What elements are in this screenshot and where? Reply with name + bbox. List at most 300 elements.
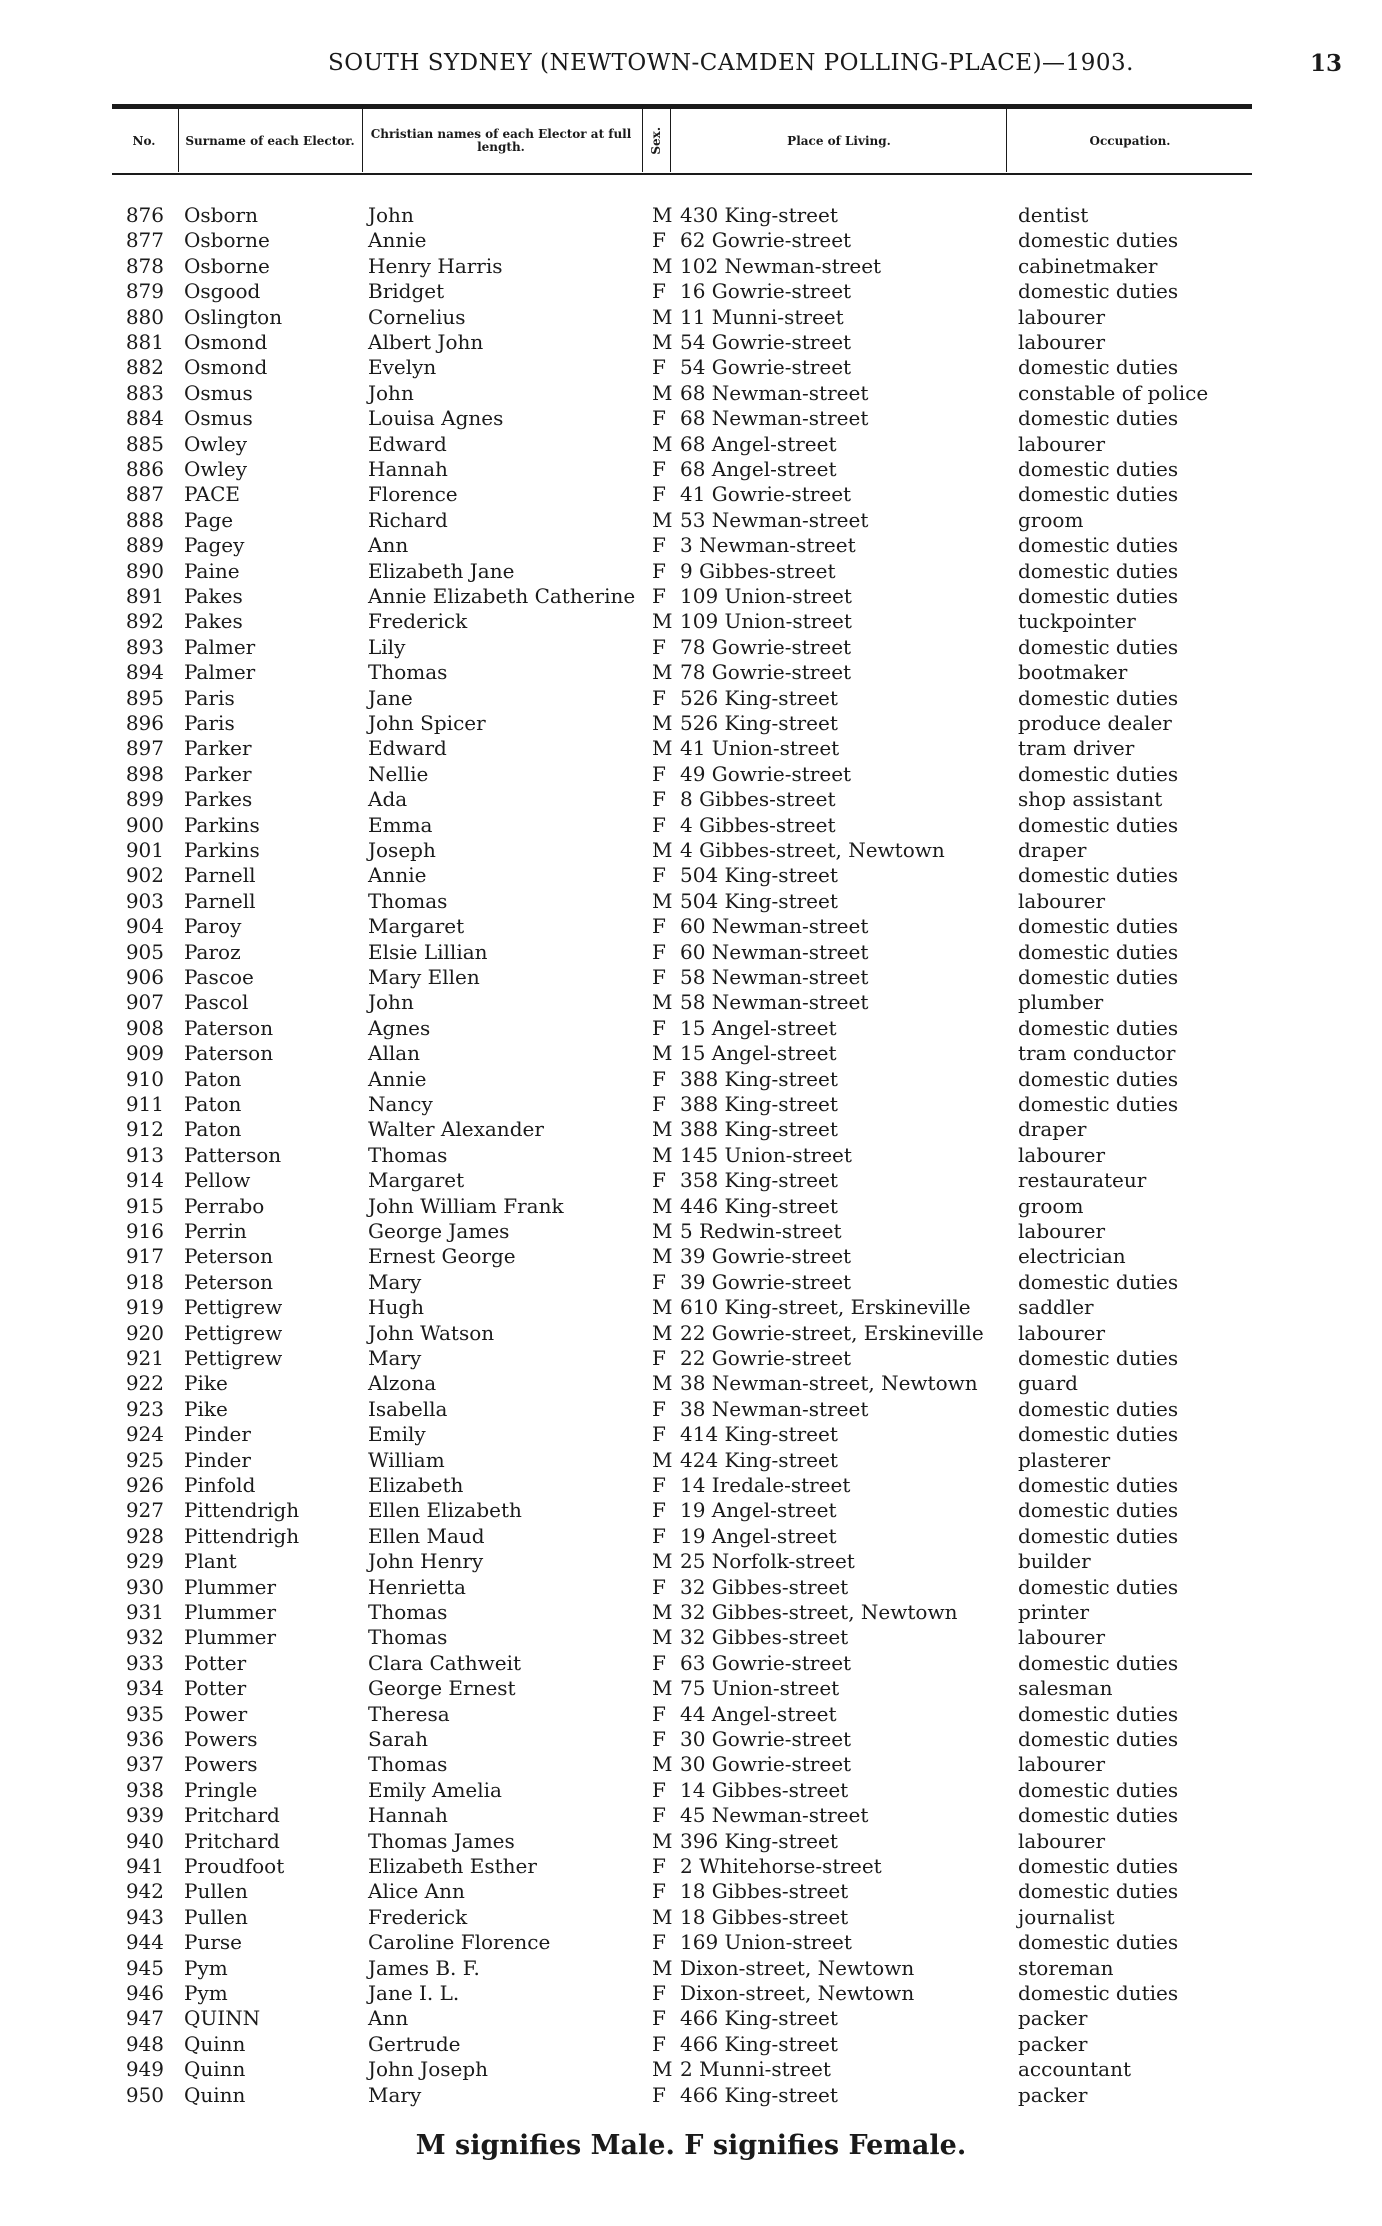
elector-sex: M [652,1625,673,1650]
elector-number: 907 [125,990,164,1015]
elector-sex: M [652,1142,673,1167]
elector-sex: M [652,1752,673,1777]
column-divider [670,108,671,172]
elector-occupation: groom [1018,507,1084,532]
elector-surname: Perrin [184,1219,247,1243]
elector-place-of-living: 2 Munni-street [680,2057,831,2082]
elector-place-of-living: 109 Union-street [680,609,852,634]
table-row [0,1448,1382,1473]
elector-christian-names: Thomas [368,1142,448,1167]
elector-surname: Pascol [184,990,249,1015]
elector-number: 928 [125,1523,164,1548]
table-row [0,686,1382,711]
elector-sex: M [652,1676,673,1701]
header-rule-top [112,104,1252,109]
column-divider [178,108,179,172]
elector-christian-names: Emily Amelia [368,1777,502,1802]
elector-place-of-living: 78 Gowrie-street [680,660,852,685]
elector-christian-names: William [368,1447,445,1472]
table-row [0,406,1382,431]
table-row [0,1498,1382,1523]
elector-christian-names: Florence [368,482,458,507]
elector-place-of-living: 466 King-street [680,2082,838,2107]
elector-sex: F [652,787,666,812]
elector-christian-names: Elizabeth Esther [368,1854,537,1878]
table-row [0,381,1382,406]
elector-place-of-living: 68 Newman-street [680,380,869,405]
elector-number: 936 [125,1727,164,1751]
column-divider [362,108,363,172]
elector-christian-names: Theresa [368,1701,450,1726]
elector-sex: M [652,711,673,735]
elector-occupation: domestic duties [1018,1727,1179,1751]
elector-place-of-living: 78 Gowrie-street [680,634,852,659]
page-title: SOUTH SYDNEY (NEWTOWN-CAMDEN POLLING-PLACE)—1903. [328,50,1134,76]
elector-surname: Parnell [184,863,256,888]
elector-surname: Powers [184,1752,258,1777]
elector-place-of-living: 60 Newman-street [680,939,869,964]
elector-place-of-living: 68 Newman-street [680,406,869,431]
elector-sex: F [652,1066,666,1091]
elector-place-of-living: 430 King-street [680,203,838,227]
elector-christian-names: John [368,380,414,405]
elector-christian-names: Margaret [368,1168,465,1193]
elector-sex: F [652,457,666,481]
table-row [0,1346,1382,1371]
elector-christian-names: Mary [368,2082,422,2107]
elector-place-of-living: 60 Newman-street [680,914,869,939]
table-row [0,863,1382,888]
elector-place-of-living: 8 Gibbes-street [680,787,836,812]
elector-christian-names: Emma [368,812,433,837]
elector-christian-names: Evelyn [368,355,437,380]
elector-occupation: dentist [1018,203,1089,227]
table-row [0,1371,1382,1396]
elector-christian-names: Jane [368,685,413,710]
table-row [0,838,1382,863]
table-row [0,228,1382,253]
elector-surname: Parkins [184,812,260,837]
elector-place-of-living: 526 King-street [680,685,838,710]
table-row [0,1219,1382,1244]
elector-christian-names: Alzona [368,1371,437,1396]
elector-sex: F [652,1981,666,2005]
elector-surname: Pym [184,1955,228,1980]
elector-occupation: labourer [1018,431,1106,456]
elector-occupation: domestic duties [1018,812,1179,837]
elector-occupation: domestic duties [1018,1574,1179,1599]
elector-sex: F [652,558,666,583]
elector-occupation: domestic duties [1018,533,1179,558]
elector-christian-names: Henry Harris [368,253,503,278]
elector-christian-names: Hugh [368,1295,425,1320]
elector-surname: Pike [184,1371,228,1396]
elector-place-of-living: 14 Iredale-street [680,1473,851,1497]
elector-place-of-living: 18 Gibbes-street [680,1904,849,1929]
elector-sex: M [652,1320,673,1345]
elector-sex: M [652,1549,673,1574]
elector-sex: F [652,1650,666,1675]
elector-occupation: cabinetmaker [1018,253,1158,278]
table-row [0,609,1382,634]
elector-surname: Pascoe [184,965,254,989]
elector-sex: F [652,1727,666,1751]
elector-place-of-living: 466 King-street [680,2031,838,2056]
elector-occupation: electrician [1018,1244,1126,1269]
elector-christian-names: Clara Cathweit [368,1650,521,1675]
table-row [0,1651,1382,1676]
elector-place-of-living: 25 Norfolk-street [680,1549,855,1574]
table-row [0,1905,1382,1930]
elector-number: 902 [125,863,164,888]
elector-number: 886 [125,457,164,481]
page-number: 13 [1310,50,1343,77]
elector-occupation: domestic duties [1018,228,1179,253]
elector-place-of-living: 19 Angel-street [680,1498,837,1523]
elector-surname: Paterson [184,1041,274,1066]
elector-christian-names: Gertrude [368,2031,461,2056]
elector-number: 898 [125,761,164,786]
elector-surname: Pittendrigh [184,1498,300,1523]
elector-sex: F [652,279,666,304]
elector-christian-names: Mary [368,1269,422,1294]
elector-place-of-living: 15 Angel-street [680,1015,837,1040]
elector-christian-names: Thomas [368,1600,448,1624]
elector-place-of-living: 54 Gowrie-street [680,330,852,354]
elector-number: 947 [125,2006,164,2031]
elector-surname: Plant [184,1549,237,1574]
elector-sex: F [652,1574,666,1599]
table-row [0,1422,1382,1447]
elector-occupation: packer [1018,2082,1088,2107]
elector-surname: Parkes [184,787,253,812]
elector-surname: Osmus [184,406,253,431]
elector-surname: Parker [184,761,252,786]
elector-place-of-living: 49 Gowrie-street [680,761,852,786]
elector-christian-names: Agnes [368,1015,431,1040]
elector-number: 908 [125,1015,164,1040]
elector-sex: F [652,1701,666,1726]
elector-occupation: domestic duties [1018,1346,1179,1370]
table-row [0,1803,1382,1828]
table-row [0,1270,1382,1295]
elector-surname: Pettigrew [184,1320,283,1345]
table-row [0,1321,1382,1346]
elector-christian-names: Ellen Maud [368,1523,485,1548]
elector-number: 929 [125,1549,164,1574]
elector-occupation: domestic duties [1018,761,1179,786]
elector-surname: Pinfold [184,1473,256,1497]
elector-surname: Osborne [184,253,270,278]
elector-number: 882 [125,355,164,380]
elector-christian-names: John Spicer [368,711,486,735]
elector-surname: Osgood [184,279,261,304]
elector-place-of-living: 16 Gowrie-street [680,279,852,304]
elector-number: 887 [125,482,164,507]
table-row [0,965,1382,990]
elector-place-of-living: 22 Gowrie-street [680,1346,852,1370]
elector-surname: Pittendrigh [184,1523,300,1548]
elector-surname: Pettigrew [184,1346,283,1370]
elector-sex: F [652,1422,666,1447]
elector-sex: M [652,1828,673,1853]
table-row [0,787,1382,812]
elector-surname: Pym [184,1981,228,2005]
elector-sex: F [652,1168,666,1193]
elector-occupation: restaurateur [1018,1168,1147,1193]
table-row [0,1117,1382,1142]
elector-number: 950 [125,2082,164,2107]
elector-christian-names: Walter Alexander [368,1117,544,1142]
elector-number: 911 [125,1092,164,1116]
elector-sex: F [652,761,666,786]
table-row [0,1549,1382,1574]
table-row [0,508,1382,533]
elector-surname: Palmer [184,660,256,685]
column-header-occupation: Occupation. [1089,133,1171,148]
elector-occupation: guard [1018,1371,1078,1396]
elector-occupation: produce dealer [1018,711,1172,735]
elector-number: 944 [125,1930,164,1955]
elector-place-of-living: 38 Newman-street [680,1396,869,1421]
elector-surname: Paine [184,558,240,583]
elector-sex: F [652,812,666,837]
elector-number: 948 [125,2031,164,2056]
elector-occupation: labourer [1018,1142,1106,1167]
elector-occupation: storeman [1018,1955,1114,1980]
elector-place-of-living: 75 Union-street [680,1676,840,1701]
elector-number: 937 [125,1752,164,1777]
column-header-sex-cell [644,112,668,170]
elector-occupation: domestic duties [1018,1701,1179,1726]
table-row [0,813,1382,838]
table-row [0,1778,1382,1803]
sex-legend-footnote: M signifies Male. F signifies Female. [415,2130,967,2161]
elector-place-of-living: 610 King-street, Erskineville [680,1295,971,1320]
elector-number: 945 [125,1955,164,1980]
elector-occupation: domestic duties [1018,406,1179,431]
elector-surname: Parker [184,736,252,761]
elector-sex: M [652,736,673,761]
table-row [0,1930,1382,1955]
table-row [0,355,1382,380]
elector-occupation: domestic duties [1018,1930,1179,1955]
table-row [0,736,1382,761]
elector-christian-names: Mary [368,1346,422,1370]
elector-sex: M [652,304,673,329]
elector-number: 896 [125,711,164,735]
table-row [0,1702,1382,1727]
elector-surname: Paton [184,1066,242,1091]
elector-sex: F [652,1777,666,1802]
elector-surname: Pike [184,1396,228,1421]
table-row [0,990,1382,1015]
elector-sex: M [652,1371,673,1396]
elector-christian-names: Mary Ellen [368,965,480,989]
table-row [0,330,1382,355]
elector-place-of-living: 15 Angel-street [680,1041,837,1066]
elector-number: 883 [125,380,164,405]
elector-place-of-living: 2 Whitehorse-street [680,1854,882,1878]
elector-place-of-living: 32 Gibbes-street [680,1625,849,1650]
elector-surname: Pellow [184,1168,251,1193]
table-row [0,1067,1382,1092]
elector-occupation: domestic duties [1018,1981,1179,2005]
elector-surname: Pakes [184,584,243,608]
elector-sex: M [652,2057,673,2082]
elector-surname: Oslington [184,304,283,329]
elector-number: 932 [125,1625,164,1650]
elector-occupation: labourer [1018,304,1106,329]
elector-christian-names: Annie [368,228,427,253]
elector-sex: M [652,660,673,685]
column-header-sex: Sex. [648,127,663,155]
elector-place-of-living: 45 Newman-street [680,1803,869,1828]
running-head [0,50,1382,84]
table-row [0,457,1382,482]
elector-surname: Powers [184,1727,258,1751]
elector-number: 943 [125,1904,164,1929]
elector-number: 941 [125,1854,164,1878]
elector-occupation: labourer [1018,1625,1106,1650]
table-row [0,1829,1382,1854]
elector-place-of-living: 14 Gibbes-street [680,1777,849,1802]
elector-christian-names: Bridget [368,279,445,304]
elector-number: 919 [125,1295,164,1320]
elector-sex: M [652,1244,673,1269]
elector-christian-names: Thomas [368,1625,448,1650]
elector-christian-names: Nancy [368,1092,433,1116]
elector-place-of-living: 11 Munni-street [680,304,844,329]
elector-christian-names: Annie [368,863,427,888]
elector-number: 949 [125,2057,164,2082]
elector-occupation: domestic duties [1018,634,1179,659]
elector-number: 895 [125,685,164,710]
table-row [0,584,1382,609]
elector-sex: M [652,1955,673,1980]
elector-surname: Paris [184,685,235,710]
elector-christian-names: Ellen Elizabeth [368,1498,522,1523]
elector-surname: Owley [184,431,248,456]
elector-surname: Pringle [184,1777,258,1802]
elector-sex: F [652,355,666,380]
elector-sex: F [652,1803,666,1828]
elector-number: 924 [125,1422,164,1447]
elector-occupation: labourer [1018,1219,1106,1243]
elector-sex: F [652,863,666,888]
elector-number: 917 [125,1244,164,1269]
elector-number: 876 [125,203,164,227]
table-row [0,762,1382,787]
table-row [0,1981,1382,2006]
elector-sex: M [652,990,673,1015]
table-row [0,1625,1382,1650]
elector-occupation: domestic duties [1018,685,1179,710]
elector-occupation: saddler [1018,1295,1094,1320]
table-row [0,1676,1382,1701]
elector-place-of-living: 388 King-street [680,1092,838,1116]
elector-surname: Plummer [184,1625,277,1650]
table-row [0,1524,1382,1549]
elector-christian-names: Alice Ann [368,1879,465,1904]
elector-surname: Paroz [184,939,241,964]
elector-occupation: shop assistant [1018,787,1163,812]
elector-number: 942 [125,1879,164,1904]
table-row [0,1600,1382,1625]
elector-number: 921 [125,1346,164,1370]
elector-place-of-living: 68 Angel-street [680,431,837,456]
elector-number: 913 [125,1142,164,1167]
elector-occupation: tram conductor [1018,1041,1176,1066]
table-row [0,305,1382,330]
elector-occupation: domestic duties [1018,457,1179,481]
elector-occupation: domestic duties [1018,279,1179,304]
elector-surname: Pakes [184,609,243,634]
elector-place-of-living: 388 King-street [680,1066,838,1091]
table-row [0,914,1382,939]
elector-number: 906 [125,965,164,989]
table-row [0,254,1382,279]
elector-number: 920 [125,1320,164,1345]
elector-number: 940 [125,1828,164,1853]
table-row [0,2006,1382,2031]
elector-place-of-living: 4 Gibbes-street [680,812,836,837]
elector-sex: F [652,1092,666,1116]
elector-occupation: domestic duties [1018,1092,1179,1116]
elector-number: 899 [125,787,164,812]
table-row [0,1041,1382,1066]
column-header-place: Place of Living. [787,133,891,148]
elector-number: 915 [125,1193,164,1218]
elector-number: 888 [125,507,164,532]
table-row [0,1295,1382,1320]
elector-surname: Osmond [184,355,268,380]
elector-number: 905 [125,939,164,964]
elector-surname: Quinn [184,2031,246,2056]
elector-place-of-living: 63 Gowrie-street [680,1650,852,1675]
elector-place-of-living: 4 Gibbes-street, Newtown [680,838,945,862]
elector-sex: F [652,914,666,939]
elector-place-of-living: 18 Gibbes-street [680,1879,849,1904]
elector-sex: F [652,1269,666,1294]
elector-christian-names: James B. F. [368,1955,480,1980]
elector-christian-names: John [368,990,414,1015]
elector-occupation: labourer [1018,330,1106,354]
elector-sex: M [652,1041,673,1066]
elector-number: 877 [125,228,164,253]
elector-place-of-living: 19 Angel-street [680,1523,837,1548]
elector-number: 931 [125,1600,164,1624]
elector-occupation: domestic duties [1018,1015,1179,1040]
elector-number: 910 [125,1066,164,1091]
elector-occupation: printer [1018,1600,1090,1624]
elector-christian-names: Edward [368,736,447,761]
elector-surname: QUINN [184,2006,261,2031]
elector-occupation: draper [1018,1117,1087,1142]
header-rule-bottom [112,173,1252,175]
elector-christian-names: Annie [368,1066,427,1091]
elector-place-of-living: 54 Gowrie-street [680,355,852,380]
elector-sex: F [652,2006,666,2031]
elector-surname: Palmer [184,634,256,659]
elector-place-of-living: 39 Gowrie-street [680,1244,852,1269]
table-row [0,533,1382,558]
elector-christian-names: Margaret [368,914,465,939]
elector-sex: F [652,634,666,659]
elector-sex: M [652,1295,673,1320]
elector-surname: PACE [184,482,240,507]
elector-surname: Page [184,507,234,532]
